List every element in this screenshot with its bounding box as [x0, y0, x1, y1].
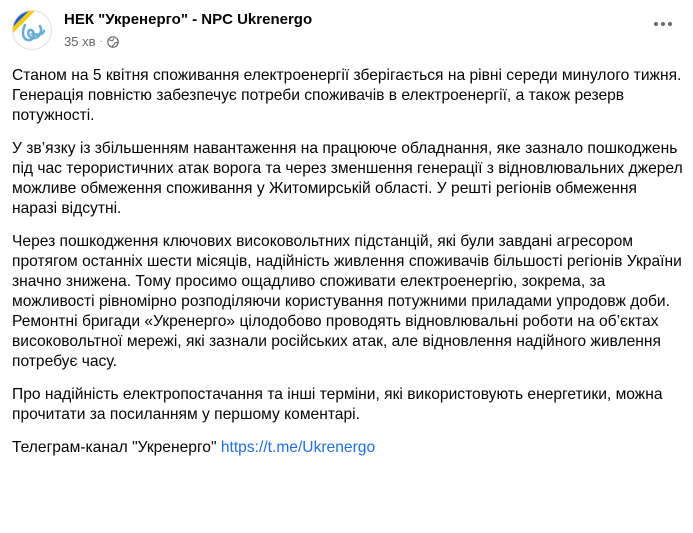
post-paragraph-telegram — [12, 438, 684, 458]
globe-icon[interactable] — [107, 36, 119, 48]
page-avatar[interactable] — [12, 10, 52, 50]
page-name-link[interactable]: НЕК "Укренерго" - NPC Ukrenergo — [64, 11, 313, 28]
telegram-link[interactable]: https://t.me/Ukrenergo — [220, 439, 376, 456]
post-paragraph-2: У зв’язку із збільшенням навантаження на працююче обладнання, яке зазнало пошкоджень під час терористичних атак ворога та через зменшення генерації з відновлювальних джерел можливе обмеження споживання у Житомирській області. У решті регіонів обмеження наразі відсутні. — [12, 140, 683, 217]
more-options-icon[interactable] — [649, 14, 677, 34]
post-timestamp[interactable]: 35 хв — [64, 34, 96, 49]
telegram-label: Телеграм-канал "Укренерго" — [12, 439, 217, 456]
post-paragraph-3: Через пошкодження ключових високовольтних підстанцій, які були завдані агресором протягом останніх шести місяців, надійність живлення споживачів більшості регіонів України значно знижена. Тому просимо ощадливо споживати електроенергію, зокрема, за можливості рівномірно розподіляючи користування потужними приладами упродовж доби. Ремонтні бригади «Укренерго» цілодобово проводять відновлювальні роботи на об’єктах високовольтної мережі, які зазнали російських атак, але відновлення надійного живлення потребує часу. — [12, 233, 682, 370]
post-paragraph-1: Станом на 5 квітня споживання електроенергії зберігається на рівні середи минулого тижня. Генерація повністю забезпечує потреби споживачів в електроенергії, а також резерв потужності. — [12, 67, 682, 124]
post-paragraph-4: Про надійність електропостачання та інші терміни, які використовують енергетики, можна прочитати за посиланням у першому коментарі. — [12, 386, 663, 423]
separator-dot: · — [99, 36, 103, 47]
post-header — [12, 8, 681, 54]
post-meta — [64, 34, 119, 49]
ukrenergo-logo-icon — [13, 11, 52, 50]
post-body — [12, 66, 684, 471]
